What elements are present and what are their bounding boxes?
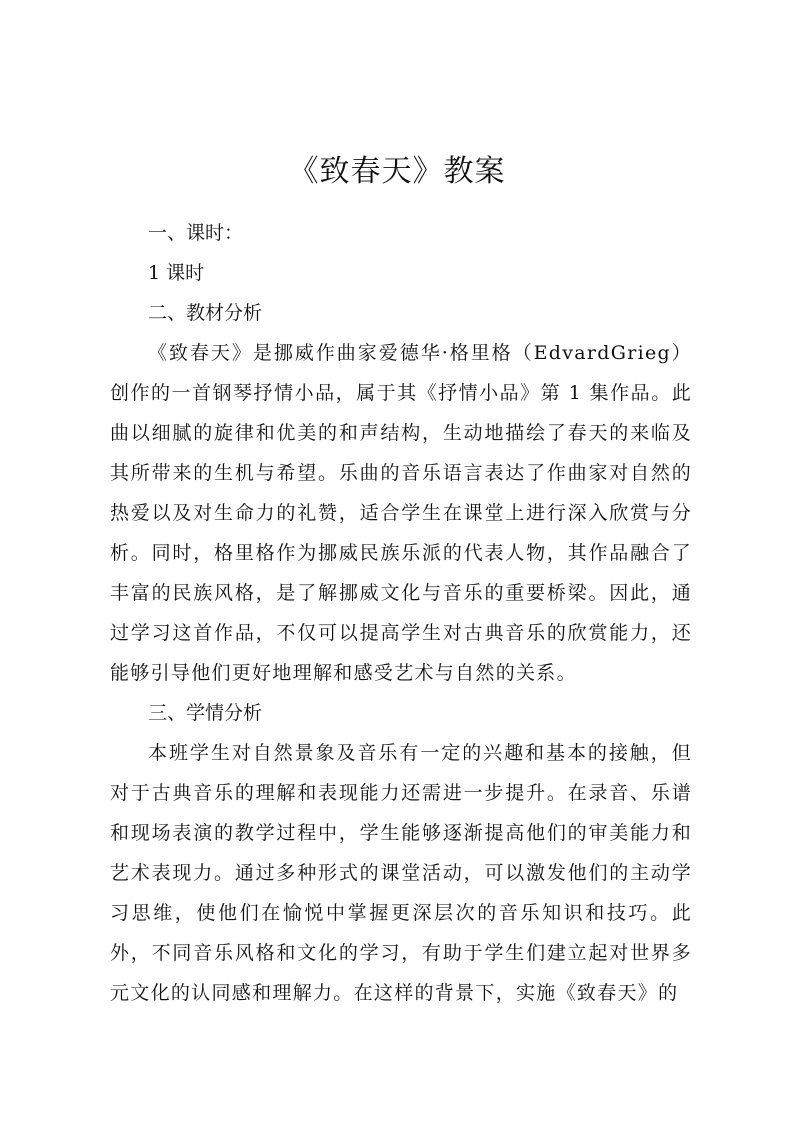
document-title: 《致春天》教案 <box>288 154 506 189</box>
section-body-class-hours: 1 课时 <box>148 262 205 284</box>
section-heading-material-analysis: 二、教材分析 <box>148 302 263 324</box>
section-body-material-analysis: 《致春天》是挪威作曲家爱德华·格里格（EdvardGrieg）创作的一首钢琴抒情小品，属于其《抒情小品》第 1 集作品。此曲以细腻的旋律和优美的和声结构，生动地描绘了春天的来临及其所带来的生机与希望。乐曲的音乐语言表达了作曲家对自然的热爱以及对生命力的礼赞，适合学生在课堂上进行深入欣赏与分析。同时，格里格作为挪威民族乐派的代表人物，其作品融合了丰富的民族风格，是了解挪威文化与音乐的重要桥梁。因此，通过学习这首作品，不仅可以提高学生对古典音乐的欣赏能力，还能够引导他们更好地理解和感受艺术与自然的关系。 <box>110 342 692 684</box>
section-body-student-analysis: 本班学生对自然景象及音乐有一定的兴趣和基本的接触，但对于古典音乐的理解和表现能力还需进一步提升。在录音、乐谱和现场表演的教学过程中，学生能够逐渐提高他们的审美能力和艺术表现力。通过多种形式的课堂活动，可以激发他们的主动学习思维，使他们在愉悦中掌握更深层次的音乐知识和技巧。此外，不同音乐风格和文化的学习，有助于学生们建立起对世界多元文化的认同感和理解力。在这样的背景下，实施《致春天》的 <box>110 742 692 1004</box>
document-body <box>110 213 692 1013</box>
section-heading-student-analysis: 三、学情分析 <box>148 702 263 724</box>
section-heading-class-hours: 一、课时： <box>148 222 244 244</box>
